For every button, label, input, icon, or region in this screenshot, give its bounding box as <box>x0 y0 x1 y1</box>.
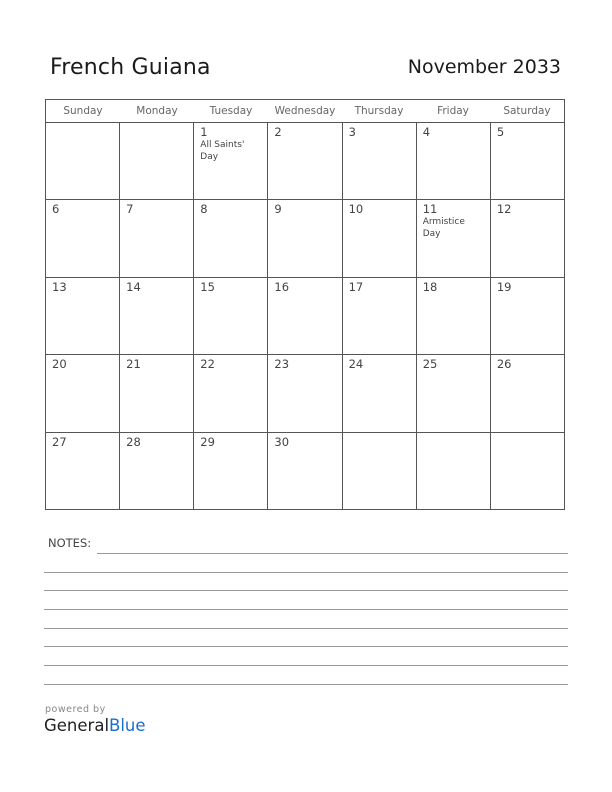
notes-line <box>44 665 568 666</box>
day-number: 18 <box>422 279 438 294</box>
day-cell <box>194 278 268 354</box>
day-number: 16 <box>274 279 290 294</box>
week-row <box>46 200 564 277</box>
day-cell <box>491 433 564 509</box>
day-cell <box>343 278 417 354</box>
weekday-tuesday: Tuesday <box>209 105 253 117</box>
day-cell <box>417 123 491 199</box>
weekday-wednesday: Wednesday <box>274 105 336 117</box>
day-cell <box>194 200 268 276</box>
weekday-thursday: Thursday <box>354 105 404 117</box>
day-cell <box>417 200 491 276</box>
day-cell <box>120 433 194 509</box>
day-number: 28 <box>126 434 141 449</box>
week-row <box>46 433 564 509</box>
notes-line <box>44 609 568 610</box>
day-cell <box>343 433 417 509</box>
brand-logo <box>44 716 146 735</box>
day-cell <box>343 123 417 199</box>
day-cell <box>194 123 268 199</box>
day-cell <box>268 355 342 431</box>
day-number: 19 <box>496 279 512 294</box>
day-cell <box>343 200 417 276</box>
day-number: 30 <box>274 434 290 449</box>
notes-label: NOTES: <box>48 536 92 550</box>
notes-line <box>44 590 568 591</box>
day-number: 9 <box>274 202 282 217</box>
day-cell <box>491 355 564 431</box>
day-number: 14 <box>126 279 141 294</box>
day-number: 25 <box>422 357 438 372</box>
day-cell <box>343 355 417 431</box>
day-number: 22 <box>200 357 215 372</box>
day-cell <box>268 123 342 199</box>
holiday-label: All Saints' Day <box>200 140 245 162</box>
day-number: 23 <box>274 357 290 372</box>
weekday-friday: Friday <box>437 105 469 117</box>
day-cell <box>46 278 120 354</box>
day-number: 3 <box>348 125 356 139</box>
day-number: 26 <box>496 357 512 372</box>
day-number: 1 <box>200 125 208 139</box>
day-number: 5 <box>496 125 505 139</box>
holiday-label: Armistice Day <box>422 217 465 239</box>
day-number: 24 <box>348 357 364 372</box>
day-cell <box>120 123 194 199</box>
day-cell <box>120 355 194 431</box>
day-cell <box>491 278 564 354</box>
day-number: 27 <box>52 434 67 449</box>
month-label: November 2033 <box>407 56 561 78</box>
day-cell <box>120 278 194 354</box>
day-number: 13 <box>52 279 67 294</box>
weeks-container <box>46 123 564 509</box>
weekday-saturday: Saturday <box>503 105 551 117</box>
weekday-sunday: Sunday <box>63 105 103 117</box>
day-cell <box>194 433 268 509</box>
weekday-header <box>46 100 564 123</box>
day-cell <box>491 123 564 199</box>
day-cell <box>120 200 194 276</box>
day-number: 2 <box>274 125 282 139</box>
day-cell <box>194 355 268 431</box>
day-number: 6 <box>52 202 60 217</box>
day-number: 21 <box>126 357 141 372</box>
page-title: French Guiana <box>50 55 211 80</box>
notes-line <box>44 646 568 647</box>
day-number: 15 <box>200 279 215 294</box>
brand-blue: Blue <box>109 716 146 735</box>
day-cell <box>46 200 120 276</box>
day-cell <box>417 433 491 509</box>
day-number: 12 <box>496 202 512 217</box>
day-cell <box>268 433 342 509</box>
notes-line <box>44 572 568 573</box>
day-cell <box>268 278 342 354</box>
week-row <box>46 355 564 432</box>
brand-general: General <box>44 716 110 735</box>
day-cell <box>417 278 491 354</box>
day-number: 17 <box>348 279 364 294</box>
day-number: 29 <box>200 434 215 449</box>
day-cell <box>46 433 120 509</box>
notes-line <box>44 628 568 629</box>
day-number: 10 <box>348 202 364 217</box>
day-number: 8 <box>200 202 208 217</box>
day-cell <box>46 355 120 431</box>
day-cell <box>46 123 120 199</box>
week-row <box>46 278 564 355</box>
week-row <box>46 123 564 200</box>
day-cell <box>417 355 491 431</box>
day-cell <box>491 200 564 276</box>
day-number: 4 <box>422 125 431 139</box>
powered-by-label: powered by <box>45 704 106 715</box>
notes-line <box>44 684 568 685</box>
day-cell <box>268 200 342 276</box>
day-number: 7 <box>126 202 134 217</box>
day-number: 20 <box>52 357 67 372</box>
calendar-grid <box>45 99 565 510</box>
day-number: 11 <box>422 202 438 217</box>
weekday-monday: Monday <box>136 105 178 117</box>
notes-line <box>97 553 568 554</box>
